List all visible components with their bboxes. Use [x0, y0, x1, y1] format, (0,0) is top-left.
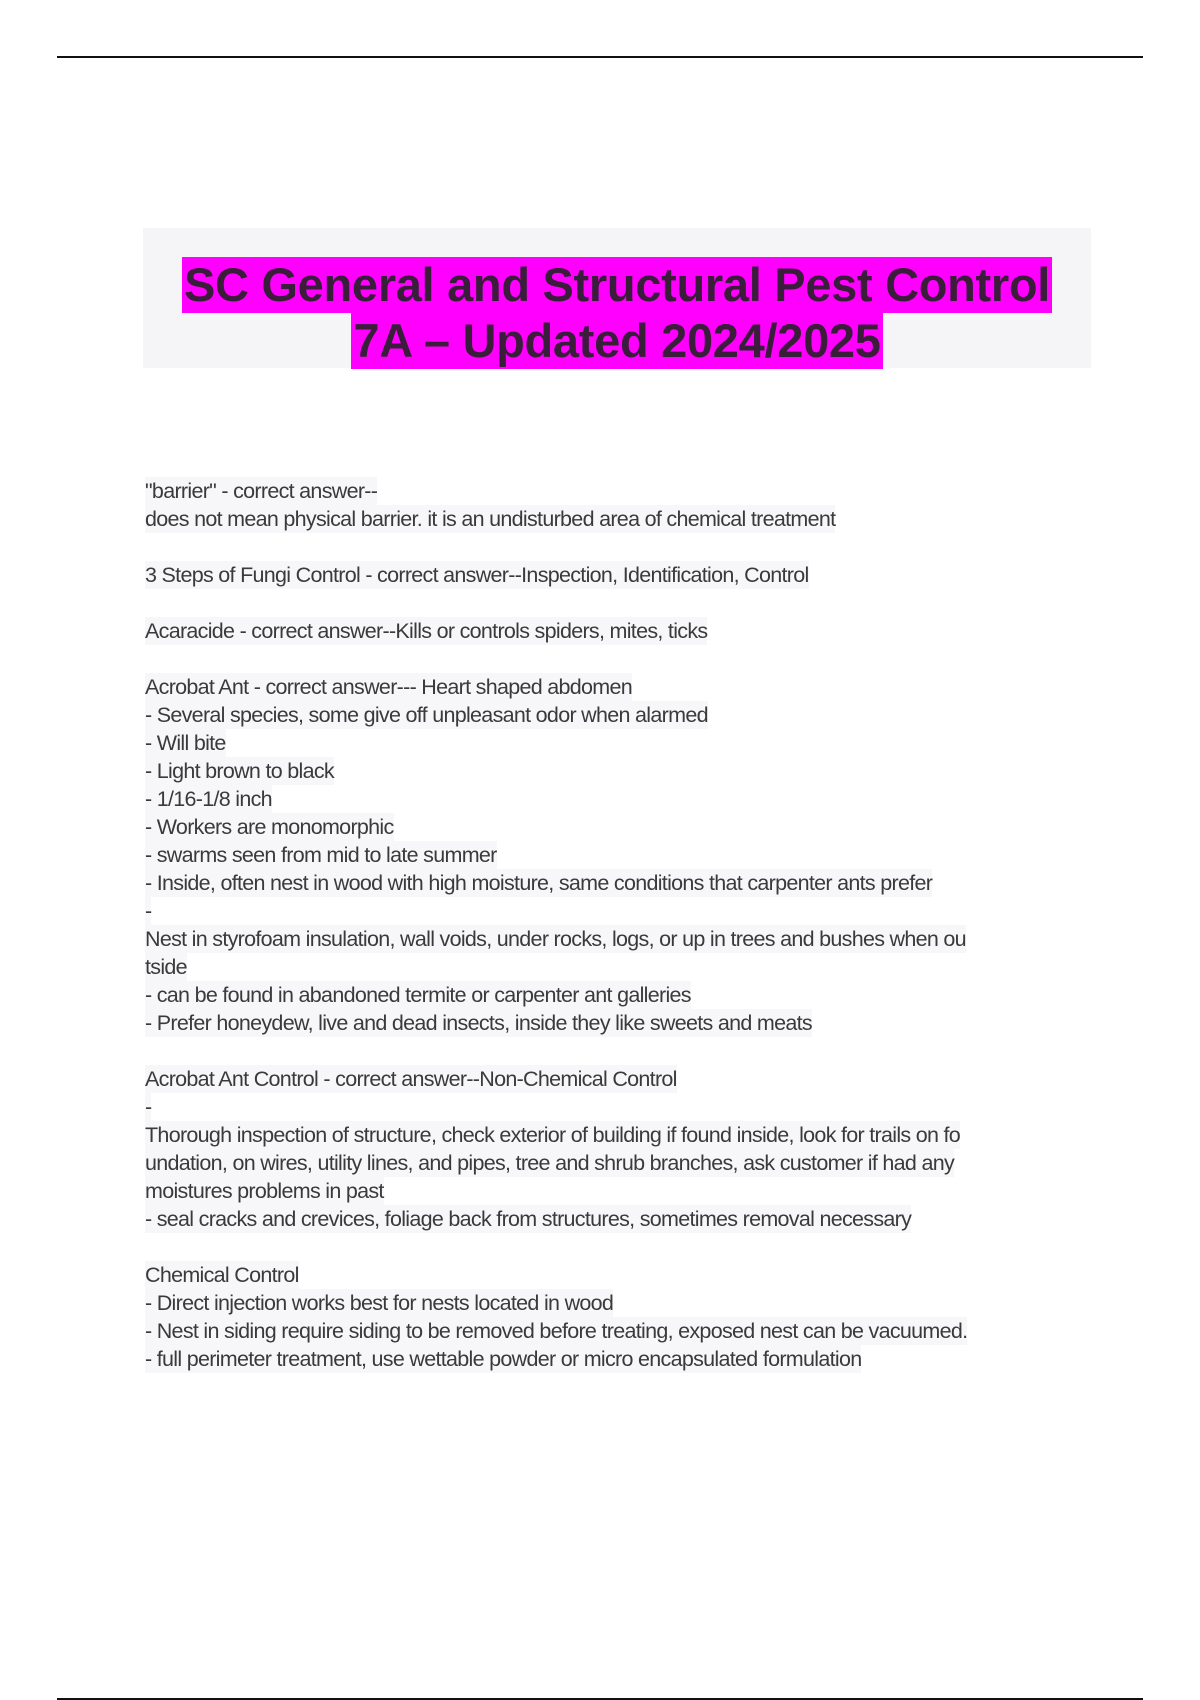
- entry-line: Nest in styrofoam insulation, wall voids, under rocks, logs, or up in trees and bushes when ou: [145, 927, 966, 951]
- entry-line: - can be found in abandoned termite or carpenter ant galleries: [145, 983, 691, 1007]
- entry-line: - Prefer honeydew, live and dead insects, inside they like sweets and meats: [145, 1011, 812, 1035]
- document-title-line-1: SC General and Structural Pest Control: [183, 258, 1051, 311]
- entry-line: "barrier" - correct answer--: [145, 479, 378, 503]
- entry-acrobat-ant: [145, 673, 1105, 1037]
- entry-line: -: [145, 1095, 152, 1119]
- entry-line: Acrobat Ant Control - correct answer--Non-Chemical Control: [145, 1067, 677, 1091]
- entry-line: tside: [145, 955, 187, 979]
- entry-line: does not mean physical barrier. it is an undisturbed area of chemical treatment: [145, 507, 836, 531]
- document-body: [145, 477, 1105, 1401]
- title-block: [143, 228, 1091, 368]
- entry-line: Acrobat Ant - correct answer--- Heart shaped abdomen: [145, 675, 633, 699]
- entry-line: - Several species, some give off unpleasant odor when alarmed: [145, 703, 708, 727]
- entry-line: - Inside, often nest in wood with high moisture, same conditions that carpenter ants prefer: [145, 871, 933, 895]
- entry-line: Thorough inspection of structure, check exterior of building if found inside, look for trails on fo: [145, 1123, 961, 1147]
- entry-line: - swarms seen from mid to late summer: [145, 843, 497, 867]
- entry-line: Acaracide - correct answer--Kills or controls spiders, mites, ticks: [145, 619, 708, 643]
- top-rule: [57, 56, 1143, 58]
- entry-line: -: [145, 899, 152, 923]
- entry-line: - Nest in siding require siding to be removed before treating, exposed nest can be vacuumed.: [145, 1319, 968, 1343]
- entry-line: - 1/16-1/8 inch: [145, 787, 272, 811]
- document-title-line-2: 7A – Updated 2024/2025: [353, 314, 881, 367]
- entry-line: undation, on wires, utility lines, and pipes, tree and shrub branches, ask customer if had any: [145, 1151, 955, 1175]
- entry-line: Chemical Control: [145, 1263, 299, 1287]
- entry-line: - Will bite: [145, 731, 226, 755]
- entry-acrobat-ant-control: [145, 1065, 1105, 1233]
- entry-line: moistures problems in past: [145, 1179, 384, 1203]
- entry-line: - full perimeter treatment, use wettable powder or micro encapsulated formulation: [145, 1347, 862, 1371]
- entry-fungi-control: [145, 561, 1105, 589]
- entry-barrier: [145, 477, 1105, 533]
- entry-line: - Workers are monomorphic: [145, 815, 394, 839]
- entry-line: - Direct injection works best for nests located in wood: [145, 1291, 614, 1315]
- entry-line: - seal cracks and crevices, foliage back from structures, sometimes removal necessary: [145, 1207, 912, 1231]
- entry-acaracide: [145, 617, 1105, 645]
- entry-chemical-control: [145, 1261, 1105, 1373]
- entry-line: 3 Steps of Fungi Control - correct answer--Inspection, Identification, Control: [145, 563, 809, 587]
- entry-line: - Light brown to black: [145, 759, 334, 783]
